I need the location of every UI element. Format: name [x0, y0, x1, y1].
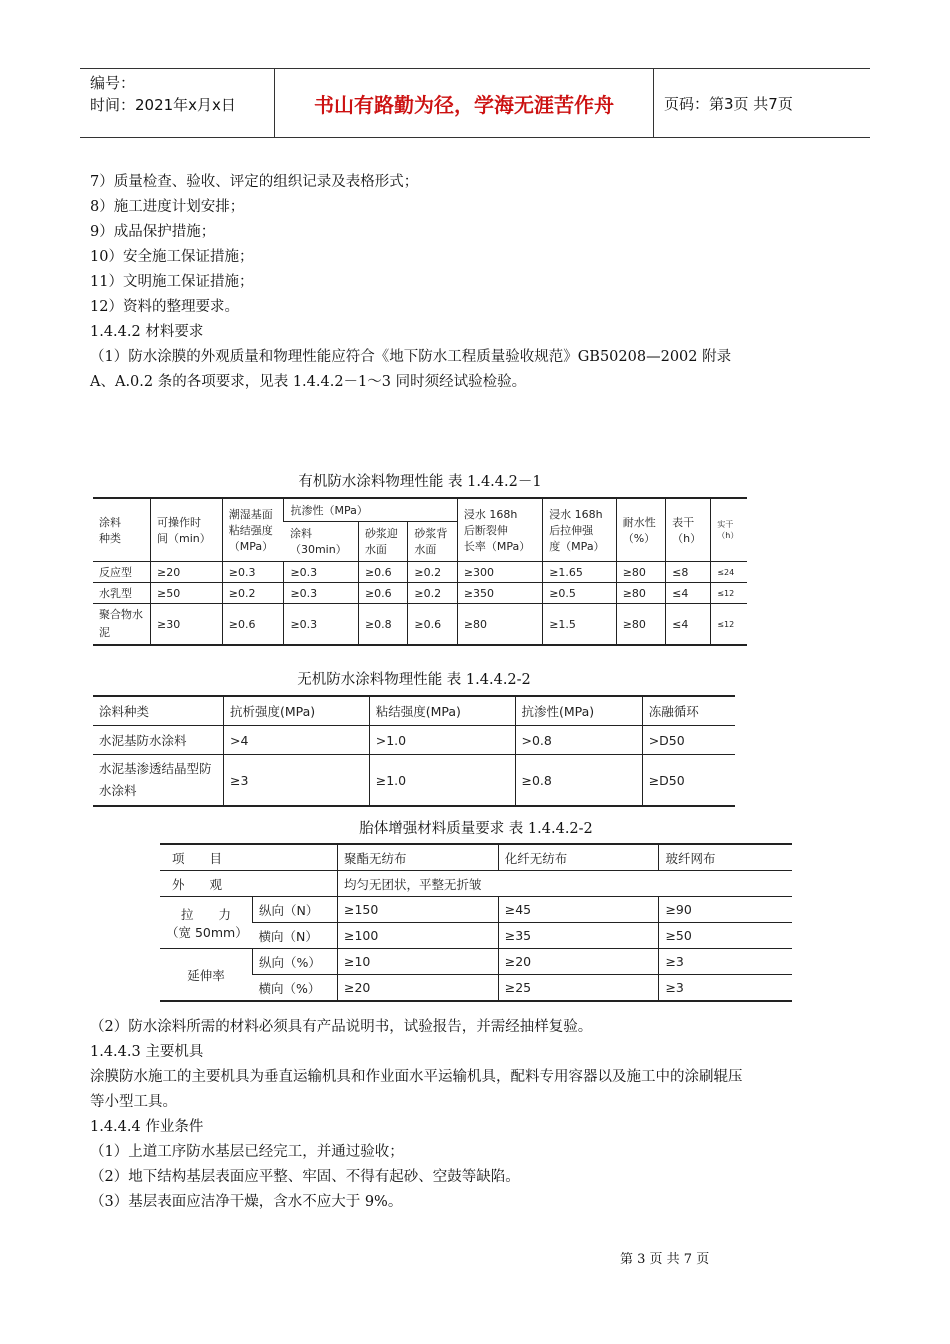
- table-cell: ≥0.6: [358, 562, 407, 583]
- table-cell: ≥20: [338, 975, 499, 1002]
- organic-coating-table: [93, 497, 747, 646]
- table-row: [93, 755, 735, 807]
- heading-text: 材料要求: [140, 324, 204, 340]
- table-cell: 纵向（%）: [253, 949, 338, 975]
- table3-caption: 胎体增强材料质量要求 表 1.4.4.2-2: [359, 821, 593, 837]
- table-cell: ≤24: [711, 562, 747, 583]
- list-item: 9）成品保护措施；: [90, 224, 216, 240]
- header-page-label: 页码：第3页 共7页: [664, 94, 793, 113]
- table-cell: ≥3: [224, 755, 370, 807]
- table-cell: ≤4: [666, 583, 711, 604]
- table-cell: ≥80: [457, 604, 542, 646]
- paragraph-line: 涂膜防水施工的主要机具为垂直运输机具和作业面水平运输机具，配料专用容器以及施工中的涂刷辊压: [90, 1069, 743, 1085]
- paragraph-line: （1）上道工序防水基层已经完工，并通过验收；: [90, 1144, 404, 1160]
- table-cell: ≥20: [498, 949, 659, 975]
- table-cell: ≥90: [659, 897, 792, 923]
- header-cell: 砂浆迎 水面: [358, 521, 407, 561]
- table-cell: >0.8: [515, 726, 642, 755]
- table-row: [160, 923, 792, 949]
- table-cell: ≤12: [711, 604, 747, 646]
- table-cell: ≥0.5: [543, 583, 617, 604]
- header-cell: 涂料种类: [93, 696, 224, 726]
- list-item: 10）安全施工保证措施；: [90, 249, 254, 265]
- paragraph-line: （2）地下结构基层表面应平整、牢固、不得有起砂、空鼓等缺陷。: [90, 1169, 520, 1185]
- table-row: [160, 975, 792, 1002]
- header-cell: 涂料 （30min）: [284, 521, 358, 561]
- table-row: [93, 604, 747, 646]
- page-footer: 第 3 页 共 7 页: [620, 1252, 710, 1267]
- list-item: 12）资料的整理要求。: [90, 299, 239, 315]
- header-cell: 冻融循环: [642, 696, 735, 726]
- table-row: [93, 583, 747, 604]
- list-item: 7）质量检查、验收、评定的组织记录及表格形式；: [90, 174, 419, 190]
- time-label: 时间：2021年x月x日: [90, 96, 236, 114]
- table-cell: ≥30: [151, 604, 223, 646]
- header-cell: 玻纤网布: [659, 844, 792, 871]
- table-cell: ≥0.2: [222, 583, 284, 604]
- table-header-row: [93, 498, 747, 521]
- table-cell: ≥1.0: [369, 755, 515, 807]
- table-row: [160, 871, 792, 897]
- table-cell: 水泥基防水涂料: [93, 726, 224, 755]
- reinforcement-material-table: [160, 843, 792, 1002]
- table-cell: 水乳型: [93, 583, 151, 604]
- heading-text: 主要机具: [140, 1044, 204, 1060]
- table-row: [160, 897, 792, 923]
- table-cell: ≥1.5: [543, 604, 617, 646]
- heading-text: 作业条件: [140, 1119, 204, 1135]
- header-cell: 项 目: [160, 844, 338, 871]
- table-cell: ≥0.6: [358, 583, 407, 604]
- section-heading-conditions: [90, 1115, 850, 1140]
- section-heading-tools: [90, 1040, 850, 1065]
- header-cell: 抗析强度(MPa): [224, 696, 370, 726]
- table-cell: >D50: [642, 726, 735, 755]
- table-cell: ≤12: [711, 583, 747, 604]
- table-cell: 纵向（N）: [253, 897, 338, 923]
- table-cell: ≥20: [151, 562, 223, 583]
- table-cell: ≥25: [498, 975, 659, 1002]
- section-heading-material: [90, 320, 830, 345]
- table-cell: 水泥基渗透结晶型防水涂料: [93, 755, 224, 807]
- table-header-row: [93, 696, 735, 726]
- number-label: 编号：: [90, 74, 136, 92]
- table-cell: ≥0.6: [408, 604, 457, 646]
- table-cell: 横向（N）: [253, 923, 338, 949]
- table1-caption: 有机防水涂料物理性能 表 1.4.4.2－1: [298, 474, 542, 490]
- table2-caption: 无机防水涂料物理性能 表 1.4.4.2-2: [297, 672, 531, 688]
- page-header: [80, 68, 870, 138]
- table-cell: ≥0.8: [358, 604, 407, 646]
- table-cell: ≥10: [338, 949, 499, 975]
- table-cell: ≥150: [338, 897, 499, 923]
- table-cell: 聚合物水泥: [93, 604, 151, 646]
- header-cell: 粘结强度(MPa): [369, 696, 515, 726]
- header-cell: 可操作时 间（min）: [151, 498, 223, 562]
- table-cell: ≥300: [457, 562, 542, 583]
- inorganic-coating-table: [93, 695, 735, 807]
- paragraph-line: A、A.0.2 条的各项要求，见表 1.4.4.2－1～3 同时须经试验检验。: [90, 374, 527, 390]
- header-left-cell: [80, 69, 275, 137]
- table-cell: >1.0: [369, 726, 515, 755]
- table-cell: 横向（%）: [253, 975, 338, 1002]
- table-cell: ≥350: [457, 583, 542, 604]
- header-cell: 耐水性 （%）: [616, 498, 665, 562]
- paragraph-line: （1）防水涂膜的外观质量和物理性能应符合《地下防水工程质量验收规范》GB50208—2002 附录: [90, 349, 732, 365]
- body-section-1: [90, 170, 830, 395]
- header-cell: 表干 （h）: [666, 498, 711, 562]
- heading-number: 1.4.4.2: [90, 324, 141, 340]
- table-cell: ≥50: [659, 923, 792, 949]
- header-cell: 抗渗性(MPa): [515, 696, 642, 726]
- header-cell: 化纤无纺布: [498, 844, 659, 871]
- table-cell: ≤8: [666, 562, 711, 583]
- body-section-2: [90, 1015, 850, 1215]
- table-cell: ≥0.3: [284, 604, 358, 646]
- header-cell: 潮湿基面 粘结强度 （MPa）: [222, 498, 284, 562]
- table-row: [93, 562, 747, 583]
- heading-number: 1.4.4.4: [90, 1119, 141, 1135]
- header-cell: 浸水 168h 后拉伸强 度（MPa）: [543, 498, 617, 562]
- table-cell: ≤4: [666, 604, 711, 646]
- table-row: [93, 726, 735, 755]
- header-cell: 实干 （h）: [711, 498, 747, 562]
- table-cell: ≥45: [498, 897, 659, 923]
- table-cell: >4: [224, 726, 370, 755]
- header-cell: 聚酯无纺布: [338, 844, 499, 871]
- table-header-row: [160, 844, 792, 871]
- table-cell: ≥0.3: [284, 562, 358, 583]
- heading-number: 1.4.4.3: [90, 1044, 141, 1060]
- header-cell: 抗渗性（MPa）: [284, 498, 457, 521]
- table-cell: 均匀无团状，平整无折皱: [338, 871, 793, 897]
- header-cell: 浸水 168h 后断裂伸 长率（MPa）: [457, 498, 542, 562]
- table-cell: ≥D50: [642, 755, 735, 807]
- list-item: 8）施工进度计划安排；: [90, 199, 245, 215]
- table-row: [160, 949, 792, 975]
- table-cell: ≥0.2: [408, 583, 457, 604]
- table-cell: ≥3: [659, 975, 792, 1002]
- table-cell: ≥35: [498, 923, 659, 949]
- table-cell: ≥0.6: [222, 604, 284, 646]
- header-cell: 砂浆背 水面: [408, 521, 457, 561]
- table-cell: 外 观: [160, 871, 338, 897]
- table-cell: ≥0.3: [284, 583, 358, 604]
- table-cell: ≥1.65: [543, 562, 617, 583]
- header-cell: 涂料 种类: [93, 498, 151, 562]
- table-cell: ≥100: [338, 923, 499, 949]
- table-cell: ≥80: [616, 562, 665, 583]
- table-cell: 拉 力 （宽 50mm）: [160, 897, 253, 949]
- paragraph-line: 等小型工具。: [90, 1094, 177, 1110]
- table-cell: ≥0.2: [408, 562, 457, 583]
- table-cell: ≥0.3: [222, 562, 284, 583]
- header-motto: 书山有路勤为径，学海无涯苦作舟: [275, 69, 654, 137]
- table-cell: ≥80: [616, 583, 665, 604]
- list-item: 11）文明施工保证措施；: [90, 274, 254, 290]
- table-cell: ≥80: [616, 604, 665, 646]
- table-cell: ≥0.8: [515, 755, 642, 807]
- table-cell: 反应型: [93, 562, 151, 583]
- paragraph-line: （3）基层表面应洁净干燥，含水不应大于 9%。: [90, 1194, 403, 1210]
- paragraph-line: （2）防水涂料所需的材料必须具有产品说明书，试验报告，并需经抽样复验。: [90, 1019, 593, 1035]
- table-cell: 延伸率: [160, 949, 253, 1002]
- table-cell: ≥50: [151, 583, 223, 604]
- table-cell: ≥3: [659, 949, 792, 975]
